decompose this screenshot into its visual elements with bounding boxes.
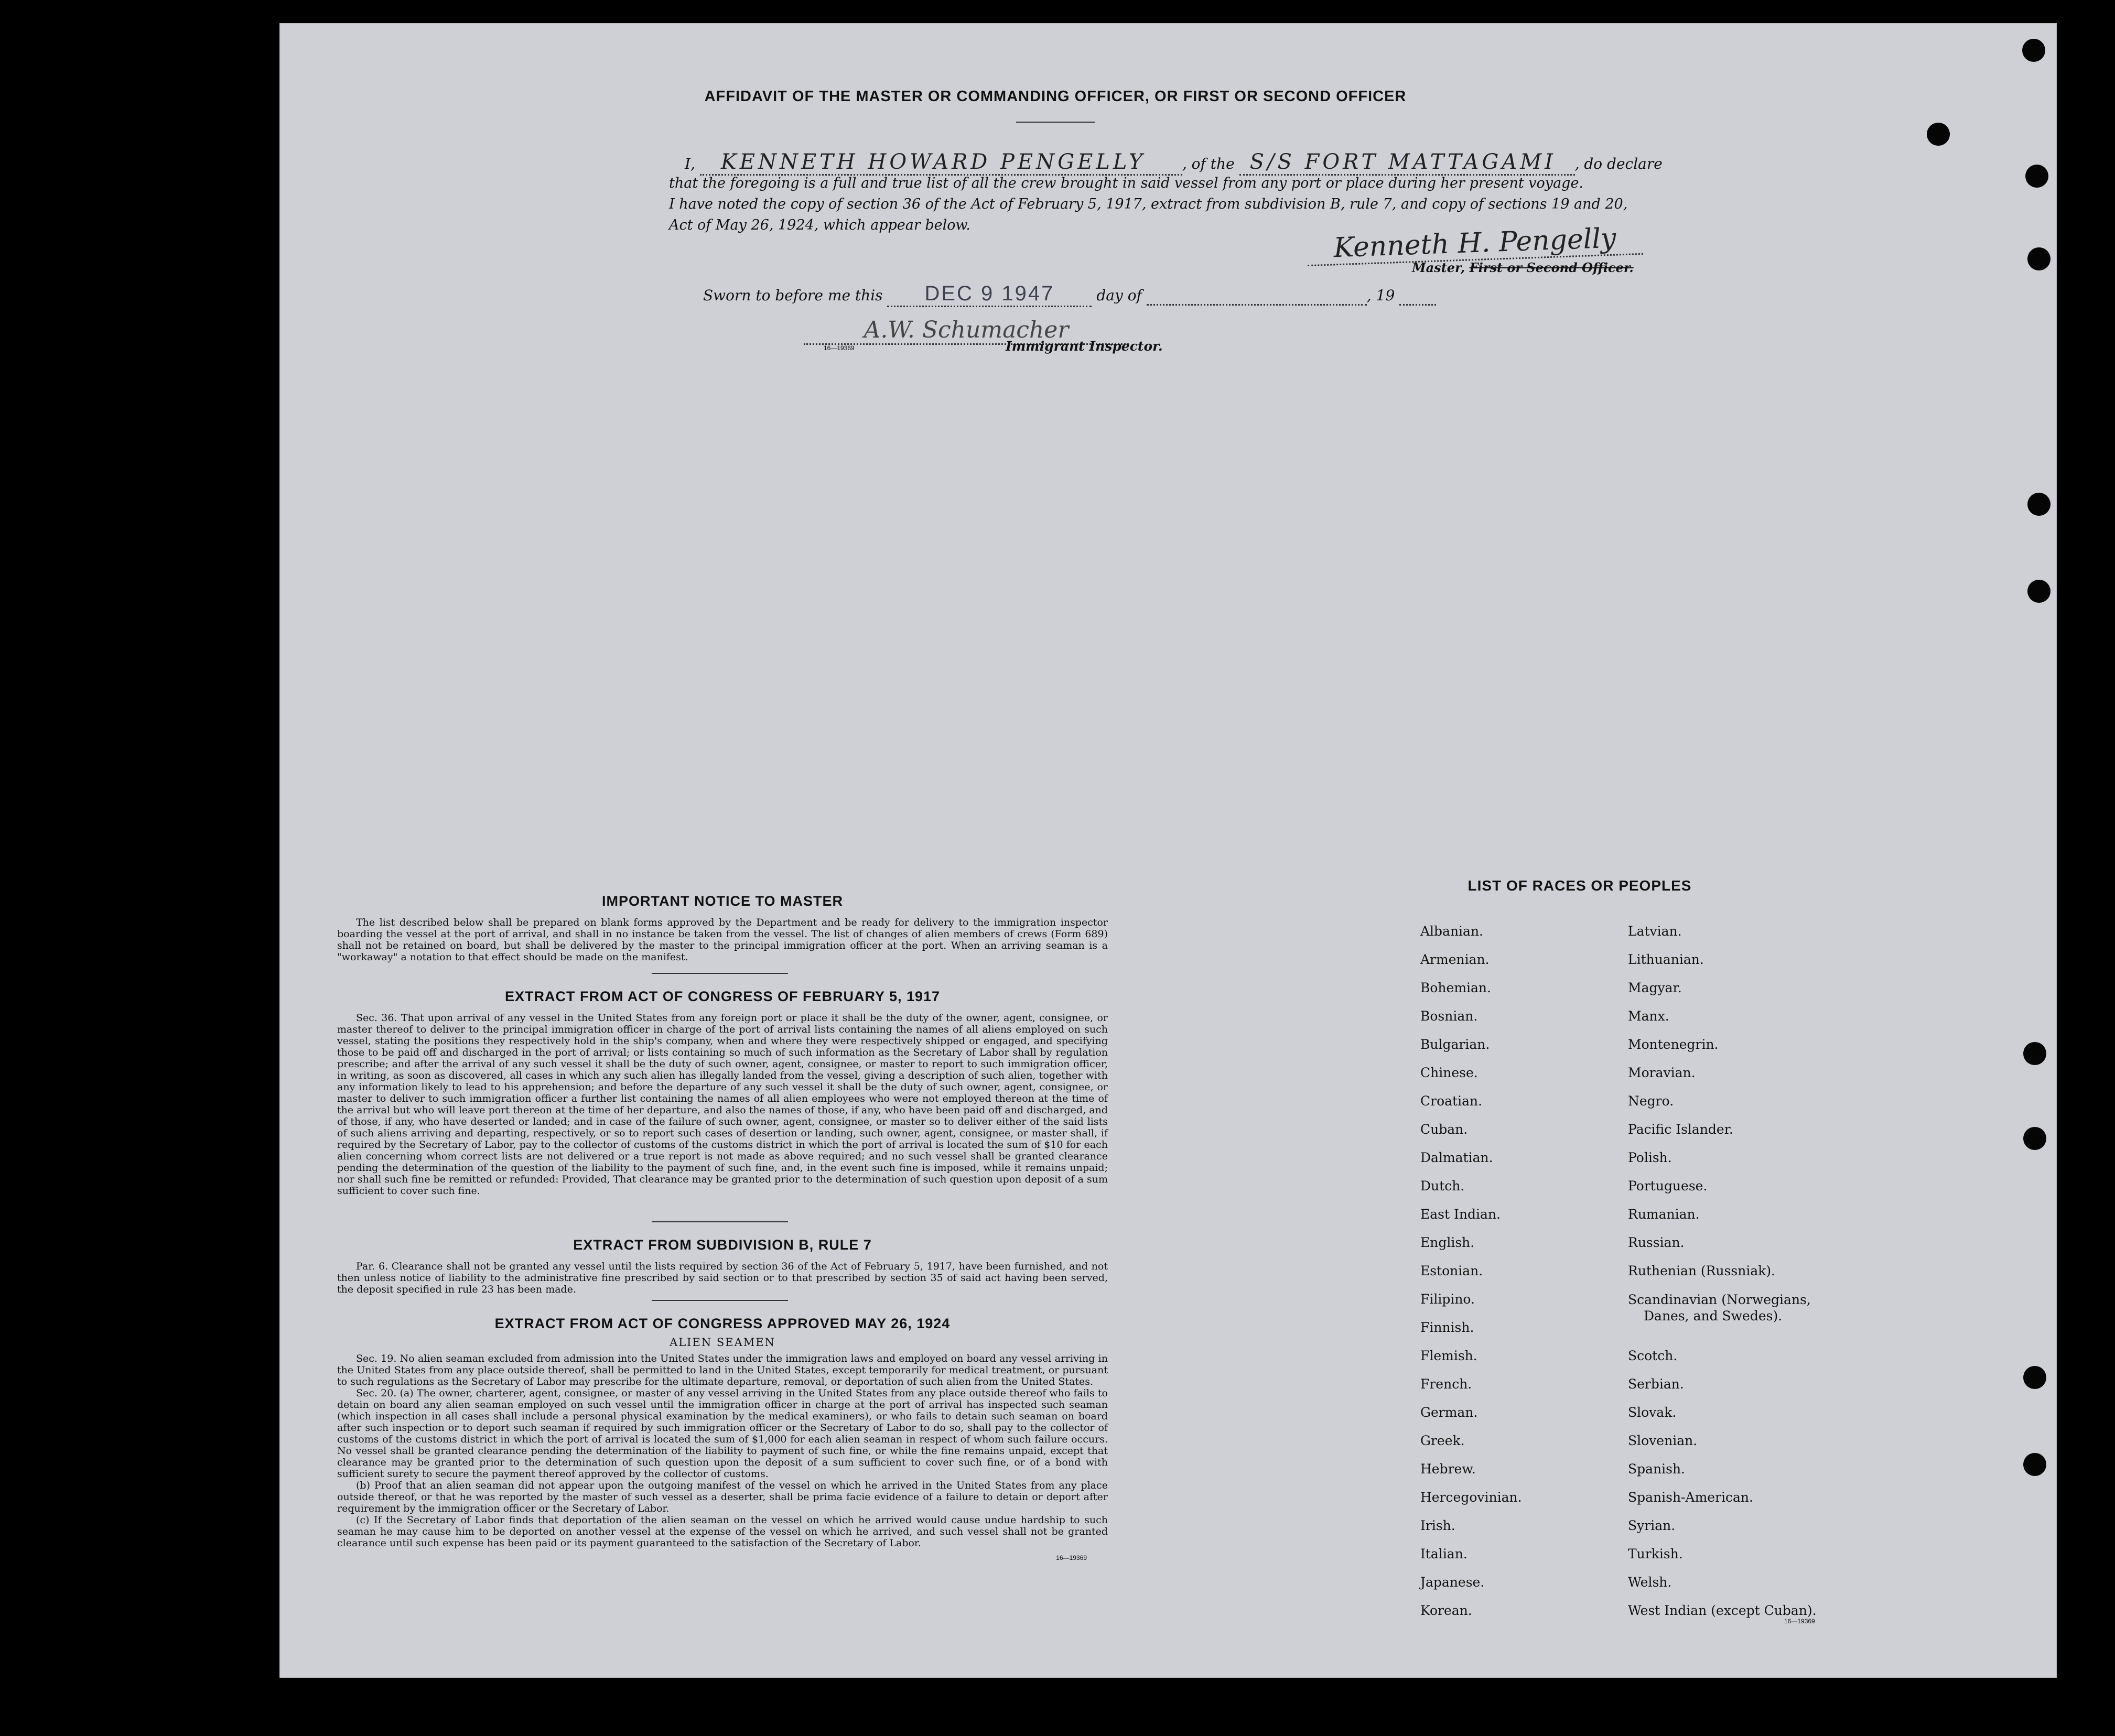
affidavit-line-4: Act of May 26, 1924, which appear below. <box>669 217 970 233</box>
race-item: Polish. <box>1628 1150 1672 1165</box>
master-label: Master, <box>1412 260 1465 275</box>
of-the-label: , of the <box>1182 155 1235 172</box>
extract-1917-text <box>337 1012 1108 1197</box>
race-item: Syrian. <box>1628 1518 1676 1533</box>
race-item: Dalmatian. <box>1420 1150 1493 1165</box>
binder-hole <box>2027 580 2051 603</box>
race-item: Pacific Islander. <box>1628 1122 1733 1137</box>
race-item: Greek. <box>1420 1433 1465 1448</box>
section-20b-paragraph: (b) Proof that an alien seaman did not appear upon the outgoing manifest of the vessel on which he arrived in the United States from any place outside thereof, or that he was reported by the master of such vessel as a deserter, shall be prima facie evidence of a failure to detain or deport after requirement by the immigration officer or the Secretary of Labor. <box>337 1480 1108 1514</box>
extract-1924-text <box>337 1353 1108 1549</box>
races-form-number: 16—19369 <box>1784 1618 1815 1625</box>
race-item: Serbian. <box>1628 1376 1684 1392</box>
rule-7-text <box>337 1261 1108 1295</box>
race-item: Bosnian. <box>1420 1008 1478 1024</box>
race-item: French. <box>1420 1376 1472 1392</box>
race-item: English. <box>1420 1235 1475 1250</box>
master-title <box>1412 260 1634 275</box>
race-item: Croatian. <box>1420 1093 1483 1109</box>
race-item: Manx. <box>1628 1008 1669 1024</box>
extract-1924-subtitle: ALIEN SEAMEN <box>670 1336 775 1349</box>
race-item: Moravian. <box>1628 1065 1696 1080</box>
race-item: Spanish. <box>1628 1461 1686 1477</box>
extract-1924-form-number: 16—19369 <box>1056 1554 1087 1561</box>
binder-hole <box>2027 247 2051 270</box>
extract-1924-section <box>337 1316 1108 1561</box>
binder-hole <box>2025 165 2048 188</box>
race-item: Flemish. <box>1420 1348 1477 1363</box>
extract-1917-paragraph: Sec. 36. That upon arrival of any vessel in the United States from any foreign port or place it shall be the duty of the owner, agent, consignee, or master thereof to deliver to the principal immigration officer in charge of the port of arrival lists containing the names of all aliens employed on such vessel, stating the positions they respectively hold in the ship's company, when and where they were respectively shipped or engaged, and specifying those to be paid off and discharged in the port of arrival; or lists containing so much of such information as the Secretary of Labor shall by regulation prescribe; and after the arrival of any such vessel it shall be the duty of such owner, agent, consignee, or master to report to such immigration officer, in writing, as soon as discovered, all cases in which any such alien has illegally landed from the vessel, giving a description of such alien, together with any information likely to lead to his apprehension; and before the departure of any such vessel it shall be the duty of such owner, agent, consignee, or master to deliver to such immigration officer a further list containing the names of all alien employees who were not employed thereon at the time of the arrival but who will leave port thereon at the time of her departure, and also the names of those, if any, who have been paid off and discharged, and of those, if any, who have deserted or landed; and in case of the failure of such owner, agent, consignee, or master so to deliver either of the said lists of such aliens arriving and departing, respectively, or so to report such cases of desertion or landing, such owner, agent, consignee, or master shall, if required by the Secretary of Labor, pay to the collector of customs of the customs district in which the port of arrival is located the sum of $10 for each alien concerning whom correct lists are not delivered or a true report is not made as above required; and no such vessel shall be granted clearance pending the determination of the question of the liability to the payment of such fine, and, in the event such fine is imposed, while it remains unpaid; nor shall such fine be remitted or refunded: Provided, That clearance may be granted prior to the determination of such question upon deposit of a sum sufficient to cover such fine. <box>337 1012 1108 1197</box>
race-item: Dutch. <box>1420 1178 1465 1194</box>
race-item: German. <box>1420 1405 1478 1420</box>
date-stamp: DEC 9 1947 <box>924 282 1055 305</box>
month-field <box>1147 287 1367 306</box>
title-rule <box>1016 122 1095 123</box>
extract-1917-section <box>337 989 1108 1197</box>
race-item: Scandinavian (Norwegians, <box>1628 1292 1811 1307</box>
sworn-line <box>703 282 1436 307</box>
race-item: Japanese. <box>1420 1575 1485 1590</box>
rule-7-title: EXTRACT FROM SUBDIVISION B, RULE 7 <box>573 1237 872 1253</box>
rule-7-section <box>337 1237 1108 1295</box>
inspector-label: Immigrant Inspector. <box>1006 339 1163 354</box>
divider <box>652 973 788 974</box>
date-field <box>887 282 1092 307</box>
race-item: Filipino. <box>1420 1292 1475 1307</box>
binder-hole <box>2023 1453 2046 1476</box>
officer-struck: First or Second Officer. <box>1469 260 1634 275</box>
race-item: Magyar. <box>1628 980 1682 995</box>
race-item: Slovenian. <box>1628 1433 1698 1448</box>
race-item: Slovak. <box>1628 1405 1677 1420</box>
extract-1917-title: EXTRACT FROM ACT OF CONGRESS OF FEBRUARY 5, 1917 <box>504 989 941 1004</box>
race-item: Scotch. <box>1628 1348 1678 1363</box>
races-column-2 <box>1628 917 1922 1625</box>
race-item: East Indian. <box>1420 1207 1501 1222</box>
notice-title: IMPORTANT NOTICE TO MASTER <box>602 893 843 909</box>
divider <box>652 1300 788 1301</box>
race-item: Latvian. <box>1628 924 1682 939</box>
year-label: , 19 <box>1366 287 1395 304</box>
race-item: Bulgarian. <box>1420 1037 1490 1052</box>
race-item: Finnish. <box>1420 1320 1474 1335</box>
inspector-signature: A.W. Schumacher <box>804 317 1129 345</box>
races-column-1 <box>1420 917 1620 1625</box>
race-item: Italian. <box>1420 1546 1467 1561</box>
day-of-label: day of <box>1096 287 1142 304</box>
notice-text <box>337 917 1108 963</box>
race-item: Portuguese. <box>1628 1178 1708 1194</box>
do-declare-label: , do declare <box>1574 155 1663 172</box>
race-item: Danes, and Swedes). <box>1644 1308 1783 1323</box>
races-title: LIST OF RACES OR PEOPLES <box>1467 877 1692 894</box>
binder-hole <box>2027 493 2051 516</box>
section-19-paragraph: Sec. 19. No alien seaman excluded from admission into the United States under the immigration laws and employed on board any vessel arriving in the United States from any place outside thereof, shall be permitted to land in the United States, except temporarily for medical treatment, or pursuant to such regulations as the Secretary of Labor may prescribe for the ultimate departure, removal, or deportation of such alien from the United States. <box>337 1353 1108 1387</box>
section-20a-paragraph: Sec. 20. (a) The owner, charterer, agent, consignee, or master of any vessel arriving in the United States from any place outside thereof who fails to detain on board any alien seaman employed on such vessel until the immigration officer in charge at the port of arrival has inspected such seaman (which inspection in all cases shall include a personal physical examination by the medical examiners), or who fails to detain such seaman on board after such inspection or to deport such seaman if required by such immigration officer or the Secretary of Labor to do so, shall pay to the collector of customs of the customs district in which the port of arrival is located the sum of $1,000 for each alien seaman in respect of whom such failure occurs. No vessel shall be granted clearance pending the determination of the liability to payment of such fine, or while the fine remains unpaid, except that clearance may be granted prior to the determination of such question upon the deposit of a sum sufficient to cover such fine, or of a bond with sufficient surety to secure the payment thereof approved by the collector of customs. <box>337 1387 1108 1480</box>
race-item: Bohemian. <box>1420 980 1491 995</box>
affidavit-form-number: 16—19369 <box>824 344 855 352</box>
race-item: Russian. <box>1628 1235 1685 1250</box>
notice-paragraph: The list described below shall be prepared on blank forms approved by the Department and be ready for delivery to the immigration inspector boarding the vessel at the port of arrival, and shall in no instance be taken from the vessel. The list of changes of alien members of crews (Form 689) shall not be retained on board, but shall be delivered by the master to the principal immigration officer at the port. When an arriving seaman is a "workaway" a notation to that effect should be made on the manifest. <box>337 917 1108 963</box>
i-label: I, <box>685 155 695 172</box>
affidavit-line-3: I have noted the copy of section 36 of the Act of February 5, 1917, extract from subdivision B, rule 7, and copy of sections 19 and 20, <box>669 196 1628 212</box>
document-page <box>279 23 2057 1678</box>
race-item: Lithuanian. <box>1628 952 1704 967</box>
affidavit-line-1 <box>685 150 1943 176</box>
vessel-name: S/S FORT MATTAGAMI <box>1239 150 1575 176</box>
binder-hole <box>2022 39 2045 62</box>
declarant-name: KENNETH HOWARD PENGELLY <box>700 150 1182 176</box>
race-item: West Indian (except Cuban). <box>1628 1603 1817 1618</box>
affidavit-line-2: that the foregoing is a full and true list of all the crew brought in said vessel from any port or place during her present voyage. <box>669 175 1584 191</box>
race-item: Albanian. <box>1420 924 1484 939</box>
binder-hole <box>2023 1042 2046 1065</box>
binder-hole <box>2023 1127 2046 1150</box>
divider <box>652 1221 788 1222</box>
race-item: Estonian. <box>1420 1263 1483 1278</box>
race-item: Armenian. <box>1420 952 1490 967</box>
section-20c-paragraph: (c) If the Secretary of Labor finds that deportation of the alien seaman on the vessel on which he arrived would cause undue hardship to such seaman he may cause him to be deported on another vessel at the expense of the vessel on which he arrived, and such vessel shall not be granted clearance until such expense has been paid or its payment guaranteed to the satisfaction of the Secretary of Labor. <box>337 1514 1108 1549</box>
year-field <box>1399 287 1436 306</box>
race-item: Hercegovinian. <box>1420 1490 1522 1505</box>
race-item: Negro. <box>1628 1093 1674 1109</box>
notice-section <box>337 893 1108 963</box>
sworn-label: Sworn to before me this <box>703 287 883 304</box>
race-item: Montenegrin. <box>1628 1037 1719 1052</box>
rule-7-paragraph: Par. 6. Clearance shall not be granted any vessel until the lists required by section 36 of the Act of February 5, 1917, have been furnished, and not then unless notice of liability to the administrative fine prescribed by said section or to that prescribed by section 35 of said act having been served, the deposit specified in rule 23 has been made. <box>337 1261 1108 1295</box>
race-item: Spanish-American. <box>1628 1490 1753 1505</box>
race-item: Ruthenian (Russniak). <box>1628 1263 1776 1278</box>
binder-hole <box>2023 1366 2046 1389</box>
master-signature: Kenneth H. Pengelly <box>1307 222 1643 266</box>
race-item: Korean. <box>1420 1603 1472 1618</box>
affidavit-title: AFFIDAVIT OF THE MASTER OR COMMANDING OFFICER, OR FIRST OR SECOND OFFICER <box>704 88 1407 105</box>
race-item: Welsh. <box>1628 1575 1672 1590</box>
race-item: Chinese. <box>1420 1065 1478 1080</box>
binder-hole <box>1927 123 1950 146</box>
race-item: Irish. <box>1420 1518 1455 1533</box>
race-item: Hebrew. <box>1420 1461 1476 1477</box>
extract-1924-title: EXTRACT FROM ACT OF CONGRESS APPROVED MAY 26, 1924 <box>494 1316 951 1331</box>
race-item: Rumanian. <box>1628 1207 1700 1222</box>
race-item: Turkish. <box>1628 1546 1683 1561</box>
race-item: Cuban. <box>1420 1122 1468 1137</box>
